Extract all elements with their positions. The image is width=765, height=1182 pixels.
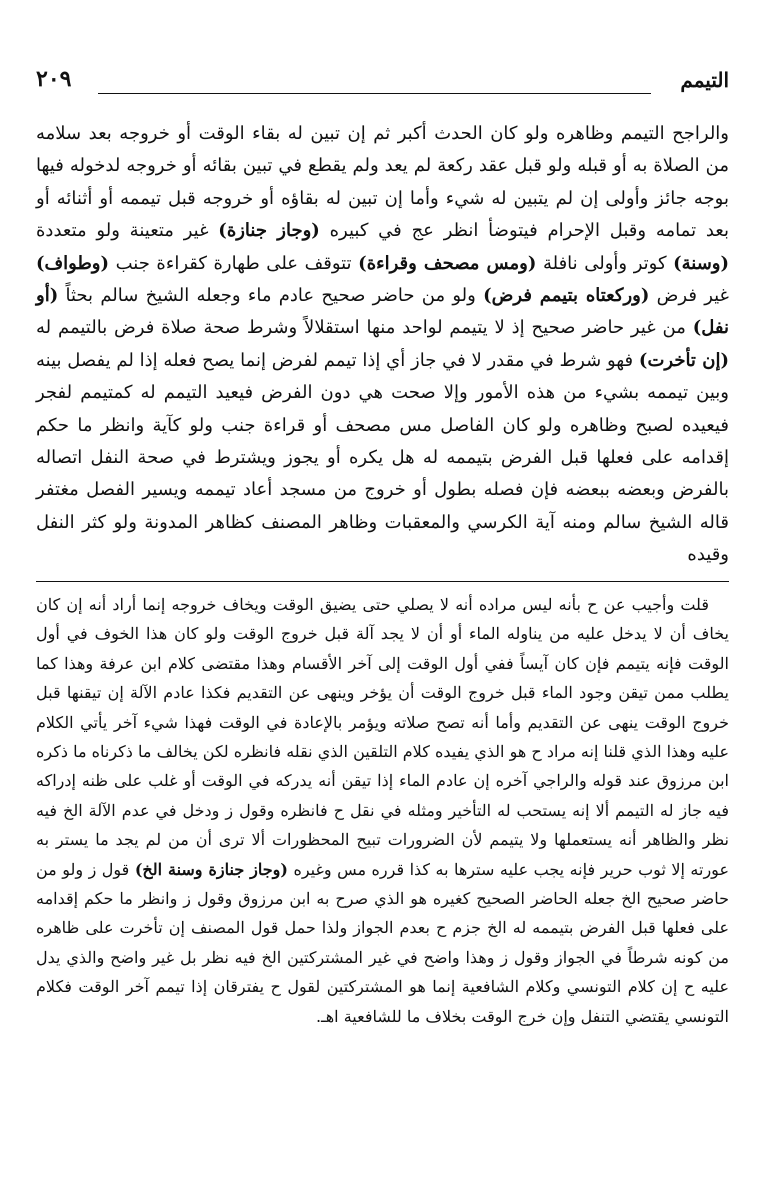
main-text-segment: والراجح التيمم وظاهره ولو كان الحدث أكبر ثم إن تبين له بقاء الوقت أو خروجه بعد سلامه من الصلاة به أو قبله ولو قبل عقد ركعة لم يعد ولم يقطع في تبين بقائه أو خروجه لدخوله فيها بوجه جائز وأولى إن لم يتبين له شيء وأما إن تبين له بقاؤه أو خروجه قبل تيممه أو أثنائه أو بعد تمامه وقبل الإحرام فيتوضأ انظر عج في كبيره: [36, 123, 729, 242]
matn-quote: (وسنة): [673, 252, 730, 274]
matn-quote: (وجاز جنازة): [218, 220, 320, 242]
main-text-segment: غير متعينة ولو متعددة: [36, 220, 209, 242]
matn-quote: (وطواف): [36, 252, 110, 274]
page-number: ٢٠٩: [36, 66, 72, 92]
footnote-text: [36, 590, 729, 1150]
main-text-segment: ولو من حاضر صحيح عادم ماء وجعله الشيخ سالم بحثاً: [65, 285, 476, 307]
main-text: [36, 118, 729, 573]
main-text-segment: فهو شرط في مقدر لا في جاز أي إذا تيمم لفرض إنما يصح فعله إذا لم يفصل بينه وبين تيممه بشيء من هذه الأمور وإلا صحت هي دون الفرض فيعيد التيمم له كمتيمم لفجر فيعيده لصبح وظاهره ولو كان الفاصل مس مصحف أو قراءة جنب ولو كآية وانظر ما حكم إقدامه على فعلها قبل الفرض بتيممه له هل يكره أو يجوز ويشترط في صحة النفل اتصاله بالفرض وبعضه ببعضه فإن فصله بطول أو خروج من مسجد أعاد تيممه ويسير الفصل مغتفر قاله الشيخ سالم ومنه آية الكرسي والمعقبات وظاهر المصنف كظاهر المدونة ولو كثر النفل وقيده: [36, 349, 729, 566]
main-text-segment: تتوقف على طهارة كقراءة جنب: [115, 252, 352, 274]
page-header: [36, 66, 729, 102]
matn-quote: (وركعتاه بتيمم فرض): [483, 285, 650, 307]
footnote-quote: (وجاز جنازة وسنة الخ): [134, 859, 288, 879]
matn-quote: (إن تأخرت): [638, 349, 729, 371]
matn-quote: (أو نفل): [36, 285, 729, 339]
footnote-segment: قلت وأجيب عن ح بأنه ليس مراده أنه لا يصلي حتى يضيق الوقت ويخاف خروجه إنما أراد أنه إن كان يخاف أن لا يدخل عليه من يناوله الماء أو أن لا يجد آلة قبل خروج الوقت ولو كان هذا الخوف في أول الوقت فإنه يتيمم فإن كان آيساً ففي أول الوقت إلى آخر الأقسام وهذا مقتضى كلام ابن عرفة وهذا كما يطلب ممن تيقن وجود الماء قبل خروج الوقت أن يؤخر وينهى عن التقديم فكذا عادم الآلة إن تيقنها قبل خروج الوقت ينهى عن التقديم وأما أنه تصح صلاته ويؤمر بالإعادة في الوقت فهذا شيء آخر يأتي الكلام عليه وهذا الذي قلنا إنه مراد ح هو الذي يفيده كلام التلقين الذي نقله فانظره لكن يخالف ما ذكرناه ما ذكره ابن مرزوق عند قوله والراجي آخره إن عادم الماء إذا تيقن أنه يدركه في الوقت أو غلب على ظنه إدراكه فيه جاز له التيمم ألا إنه يستحب له التأخير ومثله في نقل ح فانظره وقول ز ودخل في عدم الآلة الخ فيه نظر والظاهر أنه يستعملها ولا يتيمم لأن الضرورات تبيح المحظورات ألا ترى أن من لم يجد ما يستر به عورته إلا ثوب حرير فإنه يجب عليه سترها به كذا قرره مس وغيره: [36, 595, 730, 879]
main-text-segment: كوتر وأولى نافلة: [542, 252, 667, 274]
main-text-segment: من غير حاضر صحيح إذ لا يتيمم لواحد منها استقلالاً وشرط صحة صلاة فرض بالتيمم له: [36, 317, 686, 339]
main-text-segment: غير فرض: [656, 285, 729, 307]
chapter-title: التيمم: [680, 68, 729, 92]
footnote-segment: قول ز ولو من حاضر صحيح الخ جعله الحاضر الصحيح كغيره هو الذي صرح به ابن مرزوق وقول ز وانظر ما حكم إقدامه على فعلها قبل الفرض بتيممه له الخ جزم ح بعدم الجواز ولذا حمل قول المصنف إن تأخرت على ظاهره من كونه شرطاً في الجواز وقول ز وهذا واضح في غير المشتركتين الخ فيه نظر بل غير واضح والذي يدل عليه ح إن كلام التونسي وكلام الشافعية إنما هو المشتركتين لقول ح يفترقان إذا تيمم آخر الوقت فكلام التونسي يقتضي التنفل وإن خرج الوقت بخلاف ما للشافعية اهـ.: [36, 859, 730, 1026]
footnote-divider: [36, 581, 729, 582]
header-rule: [98, 93, 651, 94]
matn-quote: (ومس مصحف وقراءة): [358, 252, 537, 274]
